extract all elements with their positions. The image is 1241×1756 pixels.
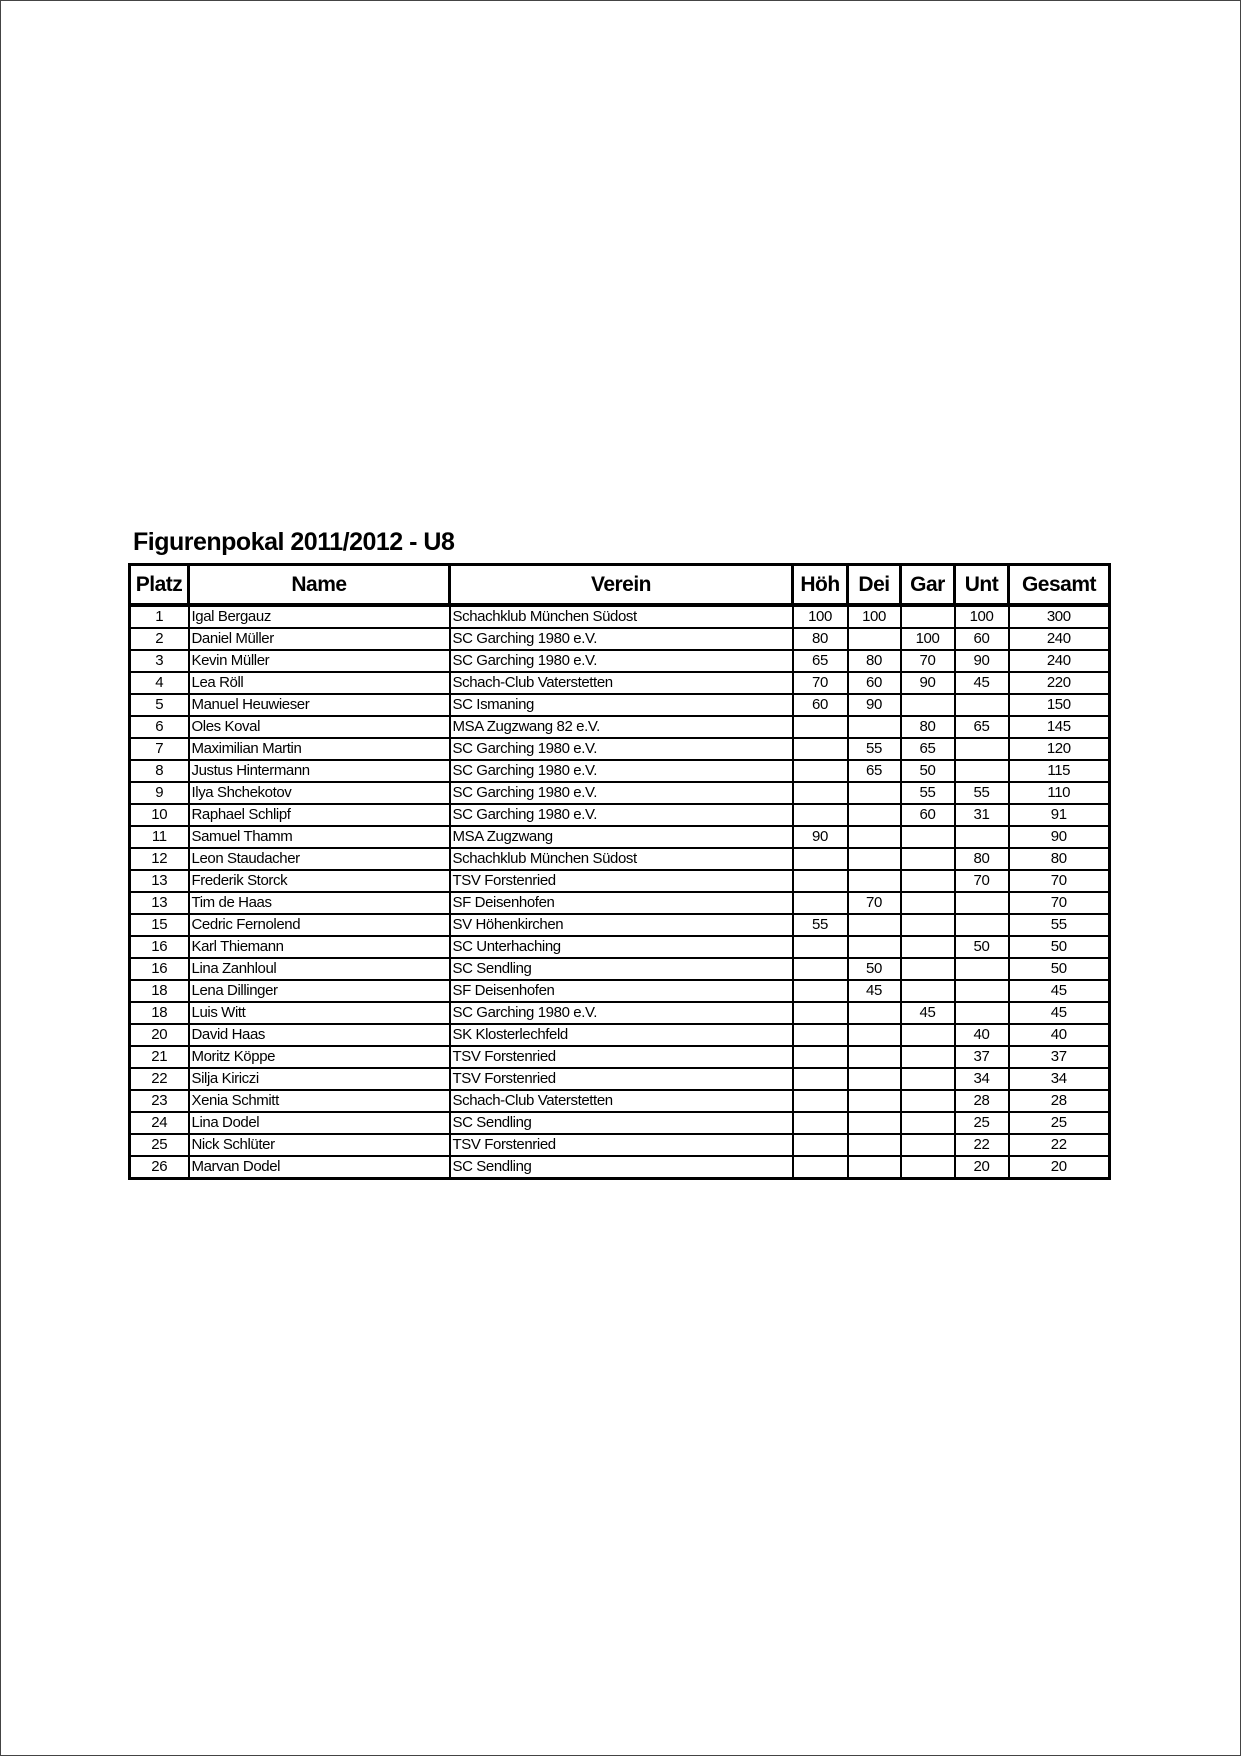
cell-gar: 70 xyxy=(901,650,955,672)
cell-unt: 31 xyxy=(955,804,1009,826)
column-header-verein: Verein xyxy=(450,565,793,606)
cell-name: Nick Schlüter xyxy=(189,1134,450,1156)
cell-name: Daniel Müller xyxy=(189,628,450,650)
cell-verein: SC Garching 1980 e.V. xyxy=(450,1002,793,1024)
cell-unt: 45 xyxy=(955,672,1009,694)
cell-gesamt: 70 xyxy=(1009,892,1110,914)
cell-name: Oles Koval xyxy=(189,716,450,738)
cell-hoeh xyxy=(793,716,848,738)
cell-unt: 100 xyxy=(955,605,1009,628)
table-row xyxy=(130,1090,1110,1112)
cell-gesamt: 45 xyxy=(1009,980,1110,1002)
cell-verein: SC Garching 1980 e.V. xyxy=(450,760,793,782)
table-row xyxy=(130,914,1110,936)
cell-dei xyxy=(848,870,901,892)
cell-verein: Schachklub München Südost xyxy=(450,605,793,628)
cell-hoeh xyxy=(793,782,848,804)
cell-gesamt: 110 xyxy=(1009,782,1110,804)
cell-dei xyxy=(848,1134,901,1156)
cell-unt xyxy=(955,760,1009,782)
cell-dei xyxy=(848,716,901,738)
cell-gar xyxy=(901,826,955,848)
cell-dei: 65 xyxy=(848,760,901,782)
cell-gar xyxy=(901,1134,955,1156)
cell-gesamt: 45 xyxy=(1009,1002,1110,1024)
document-title: Figurenpokal 2011/2012 - U8 xyxy=(133,528,455,556)
cell-platz: 6 xyxy=(130,716,189,738)
cell-dei: 80 xyxy=(848,650,901,672)
cell-verein: Schach-Club Vaterstetten xyxy=(450,1090,793,1112)
table-row xyxy=(130,1112,1110,1134)
cell-verein: Schach-Club Vaterstetten xyxy=(450,672,793,694)
cell-verein: SV Höhenkirchen xyxy=(450,914,793,936)
cell-dei xyxy=(848,1002,901,1024)
cell-verein: SC Garching 1980 e.V. xyxy=(450,650,793,672)
column-header-hoeh: Höh xyxy=(793,565,848,606)
cell-unt xyxy=(955,958,1009,980)
cell-name: David Haas xyxy=(189,1024,450,1046)
cell-name: Ilya Shchekotov xyxy=(189,782,450,804)
cell-name: Manuel Heuwieser xyxy=(189,694,450,716)
cell-verein: SC Ismaning xyxy=(450,694,793,716)
table-row xyxy=(130,716,1110,738)
cell-platz: 23 xyxy=(130,1090,189,1112)
cell-hoeh xyxy=(793,1068,848,1090)
column-header-gesamt: Gesamt xyxy=(1009,565,1110,606)
table-row xyxy=(130,936,1110,958)
cell-verein: SC Sendling xyxy=(450,958,793,980)
cell-gar xyxy=(901,936,955,958)
cell-unt xyxy=(955,980,1009,1002)
cell-gesamt: 240 xyxy=(1009,650,1110,672)
cell-unt xyxy=(955,892,1009,914)
cell-hoeh xyxy=(793,958,848,980)
cell-platz: 3 xyxy=(130,650,189,672)
table-row xyxy=(130,694,1110,716)
cell-unt: 70 xyxy=(955,870,1009,892)
cell-name: Leon Staudacher xyxy=(189,848,450,870)
cell-dei xyxy=(848,1156,901,1179)
cell-name: Igal Bergauz xyxy=(189,605,450,628)
cell-name: Moritz Köppe xyxy=(189,1046,450,1068)
cell-platz: 7 xyxy=(130,738,189,760)
cell-gesamt: 240 xyxy=(1009,628,1110,650)
cell-hoeh xyxy=(793,1090,848,1112)
table-row xyxy=(130,1156,1110,1179)
table-row xyxy=(130,1068,1110,1090)
cell-dei xyxy=(848,804,901,826)
table-row xyxy=(130,738,1110,760)
table-row xyxy=(130,1002,1110,1024)
cell-platz: 18 xyxy=(130,980,189,1002)
cell-unt: 25 xyxy=(955,1112,1009,1134)
cell-gar xyxy=(901,892,955,914)
cell-platz: 9 xyxy=(130,782,189,804)
cell-gar xyxy=(901,1068,955,1090)
cell-hoeh xyxy=(793,738,848,760)
cell-dei xyxy=(848,914,901,936)
table-row xyxy=(130,650,1110,672)
cell-unt: 55 xyxy=(955,782,1009,804)
cell-gesamt: 115 xyxy=(1009,760,1110,782)
cell-gesamt: 34 xyxy=(1009,1068,1110,1090)
cell-gar xyxy=(901,914,955,936)
cell-hoeh xyxy=(793,936,848,958)
cell-gesamt: 300 xyxy=(1009,605,1110,628)
cell-name: Luis Witt xyxy=(189,1002,450,1024)
table-row xyxy=(130,980,1110,1002)
cell-unt xyxy=(955,1002,1009,1024)
table-row xyxy=(130,958,1110,980)
cell-name: Maximilian Martin xyxy=(189,738,450,760)
cell-hoeh xyxy=(793,870,848,892)
cell-name: Samuel Thamm xyxy=(189,826,450,848)
cell-gar: 65 xyxy=(901,738,955,760)
cell-unt: 50 xyxy=(955,936,1009,958)
cell-hoeh: 55 xyxy=(793,914,848,936)
cell-platz: 26 xyxy=(130,1156,189,1179)
cell-dei: 70 xyxy=(848,892,901,914)
column-header-dei: Dei xyxy=(848,565,901,606)
cell-gesamt: 50 xyxy=(1009,958,1110,980)
cell-gesamt: 80 xyxy=(1009,848,1110,870)
cell-name: Marvan Dodel xyxy=(189,1156,450,1179)
cell-hoeh xyxy=(793,1134,848,1156)
cell-dei xyxy=(848,1024,901,1046)
cell-dei: 100 xyxy=(848,605,901,628)
cell-platz: 20 xyxy=(130,1024,189,1046)
cell-platz: 13 xyxy=(130,870,189,892)
cell-gar xyxy=(901,870,955,892)
cell-platz: 18 xyxy=(130,1002,189,1024)
cell-hoeh xyxy=(793,980,848,1002)
column-header-name: Name xyxy=(189,565,450,606)
cell-dei: 60 xyxy=(848,672,901,694)
cell-gesamt: 37 xyxy=(1009,1046,1110,1068)
cell-verein: SC Sendling xyxy=(450,1156,793,1179)
cell-verein: SC Garching 1980 e.V. xyxy=(450,628,793,650)
cell-name: Lina Dodel xyxy=(189,1112,450,1134)
cell-platz: 5 xyxy=(130,694,189,716)
cell-hoeh xyxy=(793,804,848,826)
cell-gesamt: 70 xyxy=(1009,870,1110,892)
cell-verein: SF Deisenhofen xyxy=(450,980,793,1002)
cell-name: Cedric Fernolend xyxy=(189,914,450,936)
cell-verein: SC Garching 1980 e.V. xyxy=(450,738,793,760)
column-header-unt: Unt xyxy=(955,565,1009,606)
cell-name: Justus Hintermann xyxy=(189,760,450,782)
cell-gar xyxy=(901,958,955,980)
cell-platz: 8 xyxy=(130,760,189,782)
cell-dei xyxy=(848,1090,901,1112)
cell-unt xyxy=(955,694,1009,716)
cell-unt xyxy=(955,738,1009,760)
cell-platz: 4 xyxy=(130,672,189,694)
cell-platz: 21 xyxy=(130,1046,189,1068)
cell-dei xyxy=(848,628,901,650)
cell-gesamt: 20 xyxy=(1009,1156,1110,1179)
cell-unt xyxy=(955,826,1009,848)
cell-verein: SC Sendling xyxy=(450,1112,793,1134)
cell-dei xyxy=(848,936,901,958)
cell-platz: 16 xyxy=(130,958,189,980)
header-row xyxy=(130,565,1110,606)
cell-verein: MSA Zugzwang xyxy=(450,826,793,848)
table-row xyxy=(130,782,1110,804)
cell-gesamt: 28 xyxy=(1009,1090,1110,1112)
cell-platz: 16 xyxy=(130,936,189,958)
cell-gar: 90 xyxy=(901,672,955,694)
cell-hoeh xyxy=(793,892,848,914)
standings-table xyxy=(128,563,1111,1180)
cell-platz: 24 xyxy=(130,1112,189,1134)
cell-verein: SC Unterhaching xyxy=(450,936,793,958)
table-row xyxy=(130,1024,1110,1046)
cell-unt: 65 xyxy=(955,716,1009,738)
table-row xyxy=(130,1134,1110,1156)
cell-platz: 11 xyxy=(130,826,189,848)
cell-verein: Schachklub München Südost xyxy=(450,848,793,870)
cell-unt: 22 xyxy=(955,1134,1009,1156)
cell-name: Lina Zanhloul xyxy=(189,958,450,980)
cell-gar xyxy=(901,1024,955,1046)
cell-name: Frederik Storck xyxy=(189,870,450,892)
cell-dei xyxy=(848,848,901,870)
cell-name: Karl Thiemann xyxy=(189,936,450,958)
cell-verein: SC Garching 1980 e.V. xyxy=(450,782,793,804)
cell-platz: 22 xyxy=(130,1068,189,1090)
cell-dei: 55 xyxy=(848,738,901,760)
cell-name: Kevin Müller xyxy=(189,650,450,672)
cell-gesamt: 220 xyxy=(1009,672,1110,694)
cell-hoeh xyxy=(793,760,848,782)
cell-dei xyxy=(848,1046,901,1068)
cell-hoeh: 70 xyxy=(793,672,848,694)
cell-hoeh: 100 xyxy=(793,605,848,628)
cell-gar: 60 xyxy=(901,804,955,826)
cell-gesamt: 25 xyxy=(1009,1112,1110,1134)
cell-dei: 90 xyxy=(848,694,901,716)
cell-gesamt: 150 xyxy=(1009,694,1110,716)
table-row xyxy=(130,628,1110,650)
table-row xyxy=(130,826,1110,848)
cell-gar xyxy=(901,1090,955,1112)
cell-verein: TSV Forstenried xyxy=(450,870,793,892)
cell-platz: 10 xyxy=(130,804,189,826)
cell-gesamt: 120 xyxy=(1009,738,1110,760)
cell-unt: 20 xyxy=(955,1156,1009,1179)
cell-gesamt: 145 xyxy=(1009,716,1110,738)
cell-dei xyxy=(848,1068,901,1090)
cell-name: Lea Röll xyxy=(189,672,450,694)
cell-gar: 100 xyxy=(901,628,955,650)
cell-verein: TSV Forstenried xyxy=(450,1046,793,1068)
table-row xyxy=(130,848,1110,870)
cell-hoeh xyxy=(793,1046,848,1068)
cell-dei xyxy=(848,782,901,804)
cell-unt: 34 xyxy=(955,1068,1009,1090)
table-row xyxy=(130,1046,1110,1068)
cell-gesamt: 40 xyxy=(1009,1024,1110,1046)
cell-gar: 80 xyxy=(901,716,955,738)
cell-name: Lena Dillinger xyxy=(189,980,450,1002)
cell-verein: TSV Forstenried xyxy=(450,1134,793,1156)
cell-gar: 45 xyxy=(901,1002,955,1024)
cell-gar xyxy=(901,1046,955,1068)
cell-unt: 60 xyxy=(955,628,1009,650)
cell-name: Raphael Schlipf xyxy=(189,804,450,826)
cell-gesamt: 55 xyxy=(1009,914,1110,936)
cell-hoeh xyxy=(793,1002,848,1024)
cell-dei: 50 xyxy=(848,958,901,980)
cell-name: Silja Kiriczi xyxy=(189,1068,450,1090)
table-row xyxy=(130,672,1110,694)
cell-verein: SC Garching 1980 e.V. xyxy=(450,804,793,826)
cell-gar: 55 xyxy=(901,782,955,804)
cell-name: Tim de Haas xyxy=(189,892,450,914)
cell-gar xyxy=(901,848,955,870)
cell-dei: 45 xyxy=(848,980,901,1002)
cell-hoeh: 90 xyxy=(793,826,848,848)
cell-platz: 15 xyxy=(130,914,189,936)
cell-hoeh: 60 xyxy=(793,694,848,716)
cell-verein: SF Deisenhofen xyxy=(450,892,793,914)
cell-gesamt: 91 xyxy=(1009,804,1110,826)
cell-dei xyxy=(848,1112,901,1134)
cell-gesamt: 22 xyxy=(1009,1134,1110,1156)
cell-gar xyxy=(901,980,955,1002)
column-header-gar: Gar xyxy=(901,565,955,606)
cell-gar xyxy=(901,605,955,628)
cell-unt xyxy=(955,914,1009,936)
cell-unt: 40 xyxy=(955,1024,1009,1046)
cell-hoeh xyxy=(793,1156,848,1179)
cell-verein: MSA Zugzwang 82 e.V. xyxy=(450,716,793,738)
cell-unt: 37 xyxy=(955,1046,1009,1068)
cell-verein: SK Klosterlechfeld xyxy=(450,1024,793,1046)
cell-hoeh xyxy=(793,1112,848,1134)
cell-gar xyxy=(901,1156,955,1179)
table-row xyxy=(130,760,1110,782)
cell-dei xyxy=(848,826,901,848)
cell-unt: 28 xyxy=(955,1090,1009,1112)
cell-platz: 13 xyxy=(130,892,189,914)
cell-name: Xenia Schmitt xyxy=(189,1090,450,1112)
cell-platz: 1 xyxy=(130,605,189,628)
cell-unt: 90 xyxy=(955,650,1009,672)
column-header-platz: Platz xyxy=(130,565,189,606)
cell-gar xyxy=(901,1112,955,1134)
cell-platz: 25 xyxy=(130,1134,189,1156)
table-row xyxy=(130,892,1110,914)
cell-hoeh xyxy=(793,1024,848,1046)
cell-unt: 80 xyxy=(955,848,1009,870)
cell-gar: 50 xyxy=(901,760,955,782)
cell-platz: 12 xyxy=(130,848,189,870)
cell-hoeh: 80 xyxy=(793,628,848,650)
cell-platz: 2 xyxy=(130,628,189,650)
table-row xyxy=(130,870,1110,892)
table-row xyxy=(130,605,1110,628)
cell-verein: TSV Forstenried xyxy=(450,1068,793,1090)
cell-gesamt: 50 xyxy=(1009,936,1110,958)
cell-gesamt: 90 xyxy=(1009,826,1110,848)
cell-gar xyxy=(901,694,955,716)
cell-hoeh xyxy=(793,848,848,870)
cell-hoeh: 65 xyxy=(793,650,848,672)
table-row xyxy=(130,804,1110,826)
